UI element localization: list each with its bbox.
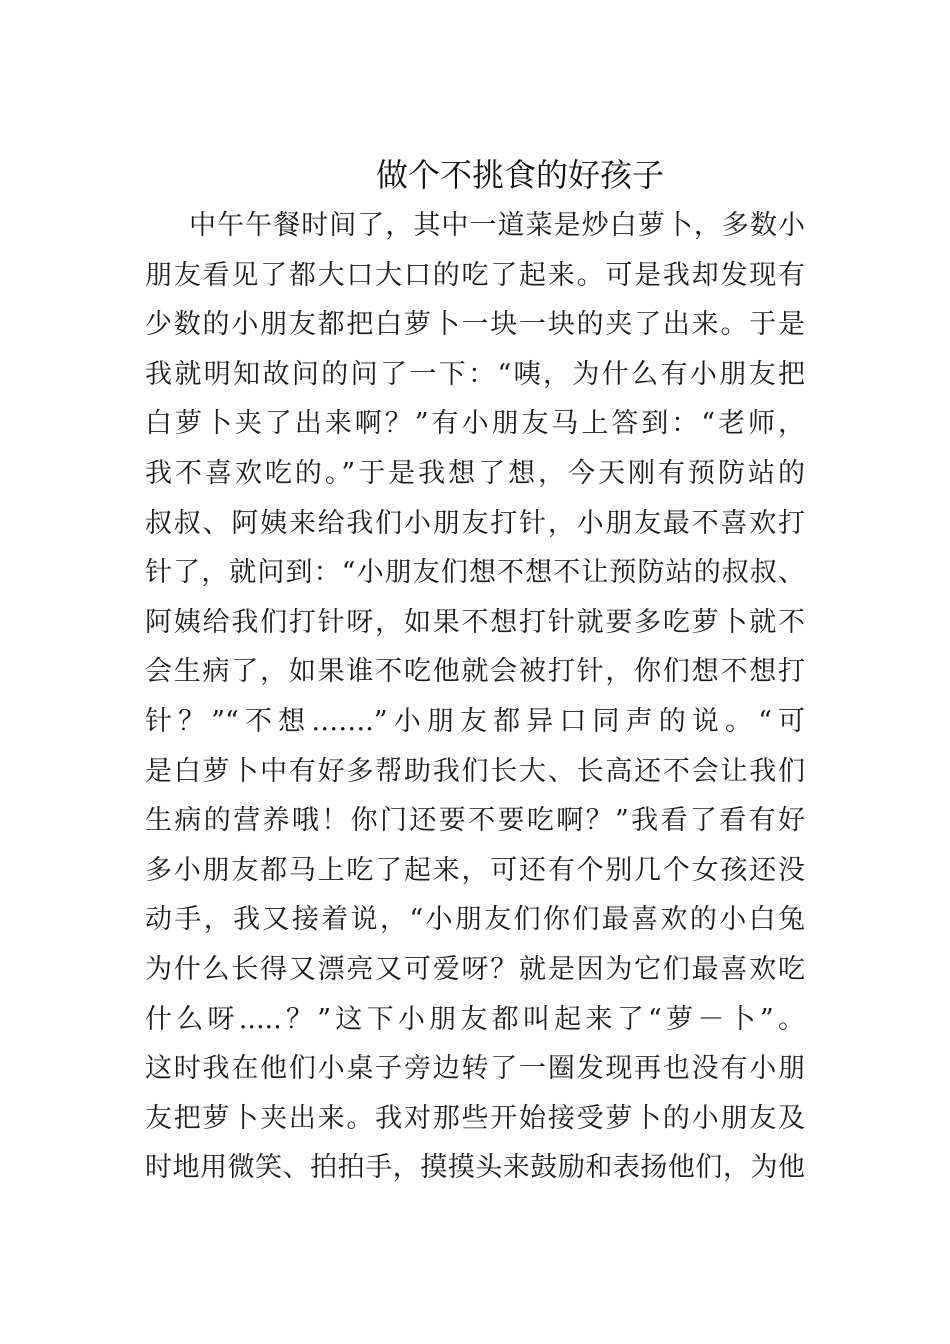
- paragraph-line: 友把萝卜夹出来。我对那些开始接受萝卜的小朋友及: [145, 1102, 805, 1134]
- paragraph-line: 少数的小朋友都把白萝卜一块一块的夹了出来。于是: [145, 309, 805, 341]
- paragraph-line: 阿姨给我们打针呀，如果不想打针就要多吃萝卜就不: [145, 606, 805, 638]
- paragraph-line: 多小朋友都马上吃了起来，可还有个别几个女孩还没: [145, 854, 805, 886]
- paragraph-line: 这时我在他们小桌子旁边转了一圈发现再也没有小朋: [145, 1053, 805, 1085]
- paragraph-line: 为什么长得又漂亮又可爱呀？就是因为它们最喜欢吃: [145, 953, 805, 985]
- paragraph-line: 生病的营养哦！你门还要不要吃啊？”我看了看有好: [145, 805, 805, 837]
- paragraph-line: 动手，我又接着说，“小朋友们你们最喜欢的小白兔: [145, 904, 805, 936]
- paragraph-line: 针？”“不想…….”小朋友都异口同声的说。“可: [145, 705, 805, 737]
- paragraph-line: 时地用微笑、拍拍手，摸摸头来鼓励和表扬他们，为他: [145, 1152, 805, 1184]
- paragraph-line: 叔叔、阿姨来给我们小朋友打针，小朋友最不喜欢打: [145, 507, 805, 539]
- document-body: [145, 201, 805, 1193]
- paragraph-line: 是白萝卜中有好多帮助我们长大、长高还不会让我们: [145, 755, 805, 787]
- paragraph-line: 我不喜欢吃的。”于是我想了想，今天刚有预防站的: [145, 457, 805, 489]
- paragraph-line: 我就明知故问的问了一下：“咦，为什么有小朋友把: [145, 358, 805, 390]
- paragraph-line: 白萝卜夹了出来啊？”有小朋友马上答到：“老师，: [145, 408, 805, 440]
- paragraph-line: 中午午餐时间了，其中一道菜是炒白萝卜，多数小: [189, 210, 805, 241]
- paragraph-line: 朋友看见了都大口大口的吃了起来。可是我却发现有: [145, 259, 805, 291]
- document-title: 做个不挑食的好孩子: [375, 156, 664, 194]
- paragraph-line: 什么呀.....？”这下小朋友都叫起来了“萝－卜”。: [145, 1003, 805, 1035]
- paragraph-line: 会生病了，如果谁不吃他就会被打针，你们想不想打: [145, 656, 805, 688]
- paragraph-line: 针了，就问到：“小朋友们想不想不让预防站的叔叔、: [145, 557, 805, 589]
